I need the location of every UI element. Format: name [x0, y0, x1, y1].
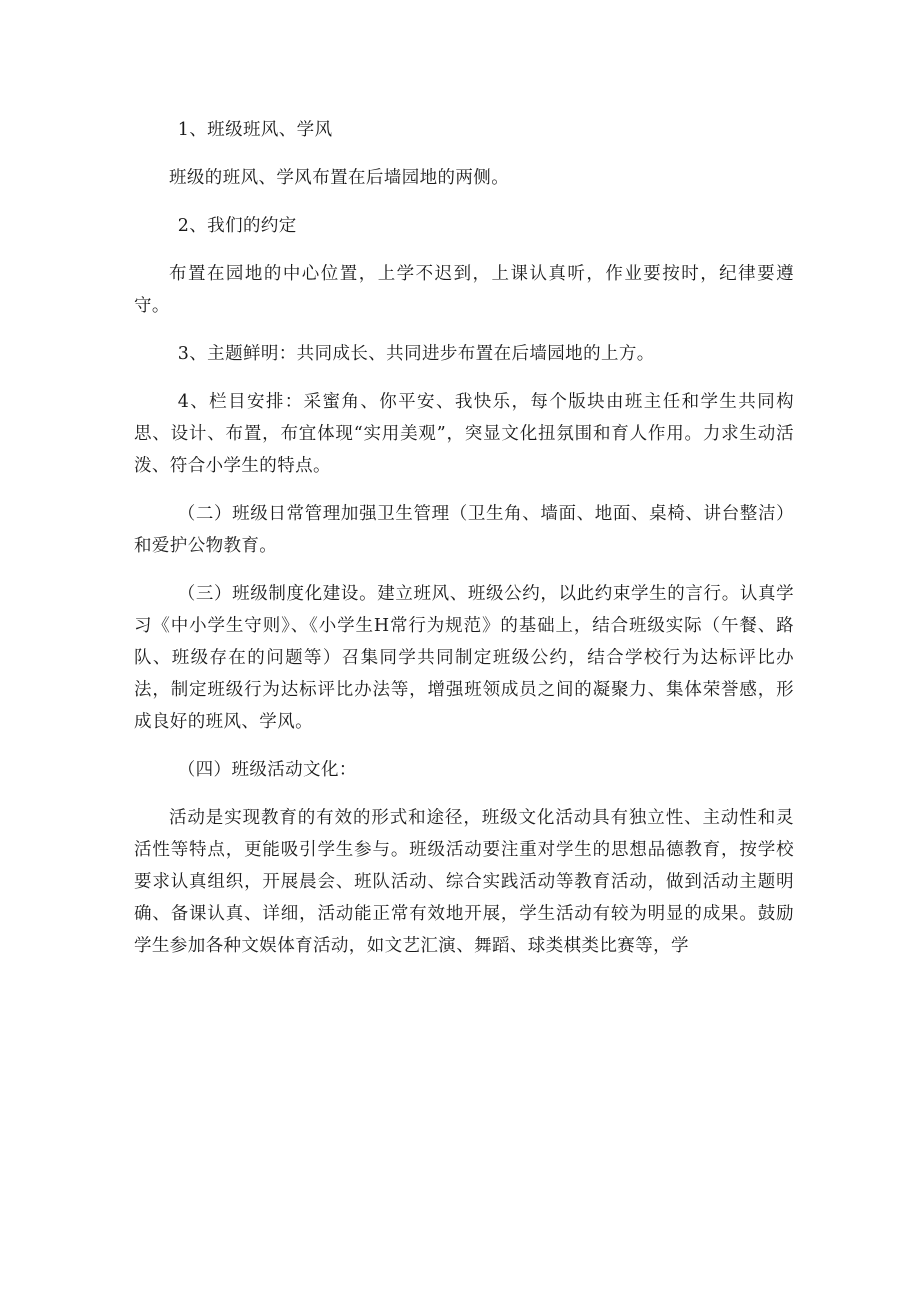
section-heading-activity-culture: （四）班级活动文化： — [177, 760, 357, 780]
paragraph-theme: 3、主题鲜明：共同成长、共同进步布置在后墙园地的上方。 — [177, 344, 655, 364]
paragraph-class-style-layout: 班级的班风、学风布置在后墙园地的两侧。 — [169, 168, 510, 188]
paragraph-institutional-construction: （三）班级制度化建设。建立班风、班级公约，以此约束学生的言行。认真学习《中小学生守则》、《小学生H常行为规范》的基础上，结合班级实际（午餐、路队、班级存在的问题等）召集同学共同制定班级公约，结合学校行为达标评比办法，制定班级行为达标评比办法等，增强班领成员之间的凝聚力、集体荣誉感，形成良好的班风、学风。 — [134, 584, 794, 732]
paragraph-activity-culture: 活动是实现教育的有效的形式和途径，班级文化活动具有独立性、主动性和灵活性等特点，更能吸引学生参与。班级活动要注重对学生的思想品德教育，按学校要求认真组织，开展晨会、班队活动、综合实践活动等教育活动，做到活动主题明确、备课认真、详细，活动能正常有效地开展，学生活动有较为明显的成果。鼓励学生参加各种文娱体育活动，如文艺汇演、舞蹈、球类棋类比赛等，学 — [134, 808, 794, 956]
section-heading-our-agreement: 2、我们的约定 — [177, 216, 297, 236]
paragraph-daily-management: （二）班级日常管理加强卫生管理（卫生角、墙面、地面、桌椅、讲台整洁）和爱护公物教育。 — [134, 504, 794, 556]
paragraph-agreement-content: 布置在园地的中心位置，上学不迟到，上课认真听，作业要按时，纪律要遵守。 — [134, 264, 794, 316]
document-body — [134, 114, 794, 978]
section-heading-class-style: 1、班级班风、学风 — [177, 120, 333, 140]
paragraph-column-arrangement: 4、栏目安排：采蜜角、你平安、我快乐，每个版块由班主任和学生共同构思、设计、布置，布宜体现“实用美观”，突显文化扭氛围和育人作用。力求生动活泼、符合小学生的特点。 — [134, 392, 794, 476]
